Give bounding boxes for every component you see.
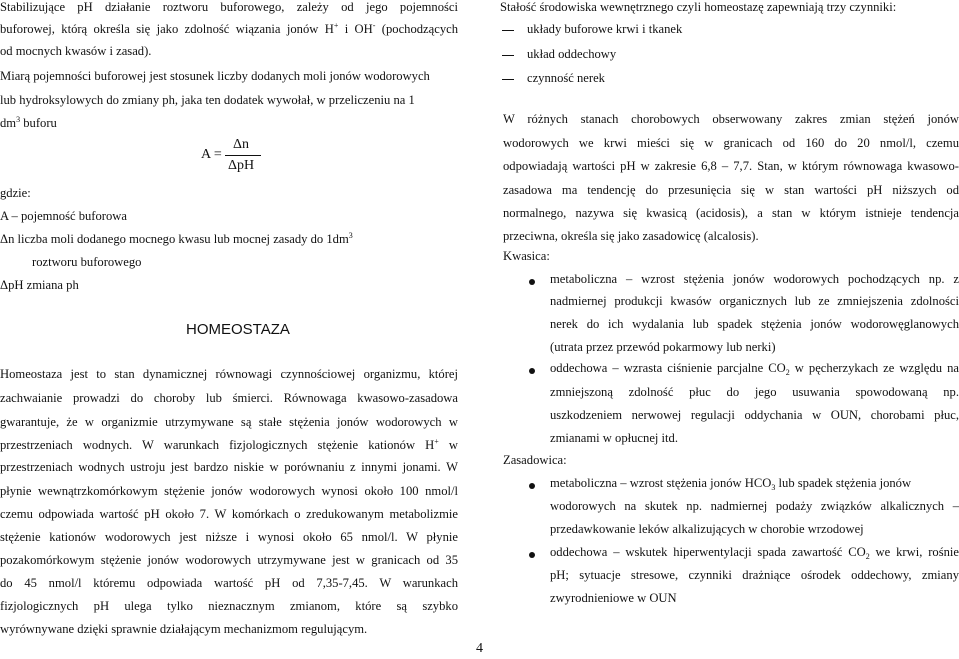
- fraction-bar: [225, 155, 261, 156]
- bullet-marker: [529, 483, 535, 489]
- bullet-marker: [529, 552, 535, 558]
- list-item-cont: (utrata przez przewód pokarmowy lub nerki): [550, 340, 776, 354]
- list-item: układy buforowe krwi i tkanek: [527, 22, 683, 36]
- text-line: przestrzeniach wodnych ustroju jest bardzo niskie w porównaniu z innymi jonami. W: [0, 460, 458, 474]
- bullet-marker: [529, 279, 535, 285]
- text-line: zachwaianie prowadzi do choroby lub śmierci. Równowaga kwasowo-zasadowa: [0, 391, 458, 405]
- text-line: Stałość środowiska wewnętrznego czyli homeostazę zapewniają trzy czynniki:: [500, 0, 897, 14]
- list-item-cont: zwyrodnieniowe w OUN: [550, 591, 677, 605]
- text-line: czemu odpowiada wartość pH około 7. W komórkach o zredukowanym metabolizmie: [0, 507, 458, 521]
- label-gdzie: gdzie:: [0, 186, 31, 200]
- label-zasadowica: Zasadowica:: [503, 453, 567, 467]
- text-line: pozakomórkowym stężenie jonów wodorowych utrzymywane jest w granicach od 35: [0, 553, 458, 567]
- text-line: przestrzeniach wodnych. W warunkach fizjologicznych stężenie kationów H+ w: [0, 437, 458, 452]
- dash-marker: [502, 30, 514, 31]
- label-kwasica: Kwasica:: [503, 249, 550, 263]
- text-line: buforowej, którą określa się jako zdolność wiązania jonów H+ i OH- (pochodzących: [0, 21, 459, 36]
- list-item-cont: pH; sytuacje stresowe, czynniki drażniące ośrodek oddechowy, zmiany: [550, 568, 959, 582]
- text-line: Stabilizujące pH działanie roztworu buforowego, zależy od jego pojemności: [0, 0, 458, 14]
- definition-dn-cont: roztworu buforowego: [32, 255, 142, 269]
- text-line: fizjologicznych pH ulega tylko nieznacznym zmianom, które są szybko: [0, 599, 458, 613]
- text-line: wodorowych we krwi mieści się w granicach od 160 do 20 nmol/l, czemu: [503, 136, 959, 150]
- text-line: odpowiadają wartości pH w zakresie 6,8 – 7,7. Stan, w którym równowaga kwasowo-: [503, 159, 959, 173]
- text-line: lub hydroksylowych do zmiany ph, jaka ten dodatek wywołał, w przeliczeniu na 1: [0, 93, 415, 107]
- list-item-cont: zmianami w opłucnej itd.: [550, 431, 679, 445]
- definition-A: A – pojemność buforowa: [0, 209, 127, 223]
- dash-marker: [502, 79, 514, 80]
- text-line: Homeostaza jest to stan dynamicznej równowagi czynnościowej organizmu, której: [0, 367, 458, 381]
- list-item-cont: przedawkowanie leków alkalizujących w chorobie wrzodowej: [550, 522, 864, 536]
- bullet-marker: [529, 368, 535, 374]
- text-line: wyrównywane dzięki sprawnie działającym mechanizmom regulującym.: [0, 622, 368, 636]
- list-item: układ oddechowy: [527, 47, 617, 61]
- text-line: przeciwna, określa się jako zasadowicę (alcalosis).: [503, 229, 759, 243]
- list-item-cont: uszkodzeniem nerwowej regulacji oddychania w OUN, chorobami płuc,: [550, 408, 959, 422]
- text-line: od mocnych kwasów i zasad).: [0, 44, 152, 58]
- text-line: gwarantuje, że w organizmie utrzymywane są stałe stężenia jonów wodorowych w: [0, 415, 458, 429]
- text-line: $dm^3$ buforu: [0, 115, 57, 130]
- page-number: 4: [476, 641, 483, 656]
- list-item-cont: nerek do ich wydalania lub spadek stężenia jonów wodorowęglanowych: [550, 317, 959, 331]
- list-item: metaboliczna – wzrost stężenia jonów wodorowych pochodzących np. z: [550, 272, 959, 286]
- list-item-cont: zmniejszoną zdolność płuc do jego usuwania spowodowaną np.: [550, 385, 959, 399]
- list-item: oddechowa – wskutek hiperwentylacji spada zawartość $CO_2$ we krwi, rośnie: [550, 545, 959, 561]
- text-line: stężenie kationów wodorowych jest niższe i wynosi około 65 nmol/l. W płynie: [0, 530, 458, 544]
- text-line: W różnych stanach chorobowych obserwowany zakres zmian stężeń jonów: [503, 112, 959, 126]
- list-item: oddechowa – wzrasta ciśnienie parcjalne $CO_2$ w pęcherzykach ze względu na: [550, 361, 959, 377]
- text-line: zasadowa ma tendencję do przesunięcia się w stan wartości pH niższych od: [503, 183, 959, 197]
- formula-denominator: ΔpH: [228, 158, 255, 173]
- list-item-cont: wodorowych na skutek np. nadmiernej podaży związków alkalicznych –: [550, 499, 959, 513]
- list-item-cont: nadmiernej produkcji kwasów organicznych lub ze zmniejszenia zdolności: [550, 294, 959, 308]
- section-heading: HOMEOSTAZA: [186, 321, 290, 338]
- text-line: płynie wewnątrzkomórkowym stężenie jonów wodorowych wynosi około 100 nmol/l: [0, 484, 458, 498]
- formula-numerator: Δn: [233, 137, 250, 152]
- list-item: metaboliczna – wzrost stężenia jonów $HCO_3$ lub spadek stężenia jonów: [550, 476, 912, 492]
- text-line: normalnego, nazywa się kwasicą (acidosis), a stan w którym istnieje tendencja: [503, 206, 959, 220]
- text-line: do 45 nmol/l któremu odpowiada wartość pH od 7,35-7,45. W warunkach: [0, 576, 458, 590]
- definition-dpH: ΔpH zmiana ph: [0, 278, 79, 292]
- text-line: Miarą pojemności buforowej jest stosunek liczby dodanych moli jonów wodorowych: [0, 69, 430, 83]
- list-item: czynność nerek: [527, 71, 605, 85]
- dash-marker: [502, 55, 514, 56]
- formula-lhs: A =: [201, 147, 222, 162]
- definition-dn: Δn liczba moli dodanego mocnego kwasu lub mocnej zasady do $1dm^3$: [0, 231, 353, 246]
